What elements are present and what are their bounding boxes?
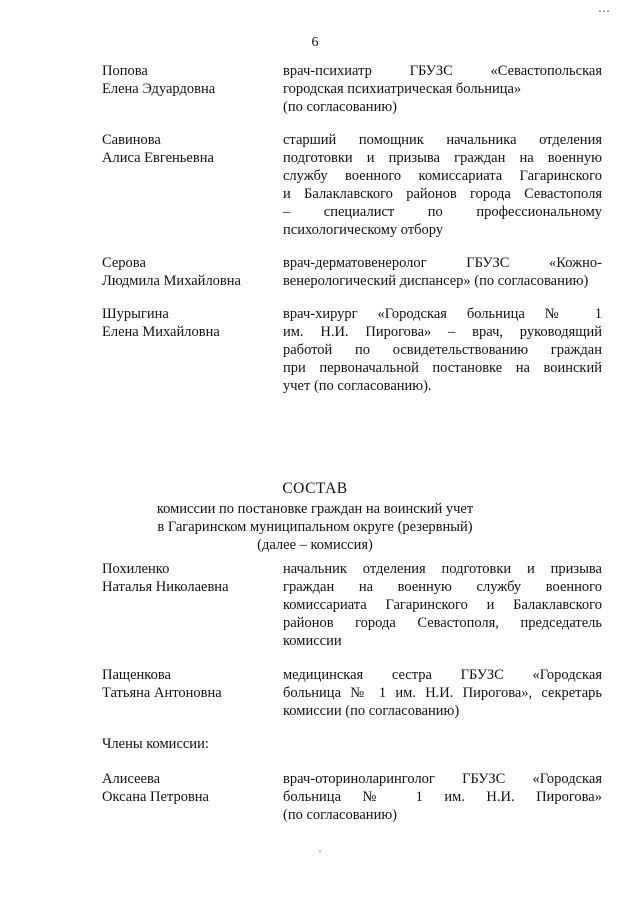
position-line: граждан на военную службу военного — [283, 579, 602, 595]
position-line: венерологический диспансер» (по согласованию) — [283, 273, 589, 289]
member-given-names: Наталья Николаевна — [102, 579, 229, 595]
member-surname: Похиленко — [102, 561, 170, 577]
position-line: – специалист по профессиональному — [283, 204, 602, 220]
member-name — [102, 666, 272, 702]
page-number: 6 — [311, 35, 319, 50]
position-line: им. Н.И. Пирогова» – врач, руководящий — [283, 324, 602, 340]
member-name — [102, 305, 272, 341]
scan-speck: · — [318, 844, 322, 858]
position-line: учет (по согласованию). — [283, 378, 432, 394]
position-line: старший помощник начальника отделения — [283, 132, 602, 148]
scan-speck: ⋯ — [598, 4, 610, 18]
member-position — [283, 560, 602, 650]
member-surname: Алисеева — [102, 771, 161, 787]
member-name — [102, 254, 272, 290]
member-position — [283, 131, 602, 239]
section-subtitle-line: комиссии по постановке граждан на воинский учет — [156, 501, 474, 517]
position-line: подготовки и призыва граждан на военную — [283, 150, 602, 166]
position-line: медицинская сестра ГБУЗС «Городская — [283, 667, 602, 683]
members-label: Члены комиссии: — [102, 736, 209, 752]
position-line: (по согласованию) — [283, 99, 397, 115]
position-line: комиссии — [283, 633, 342, 649]
position-line: врач-дерматовенеролог ГБУЗС «Кожно- — [283, 255, 602, 271]
position-line: врач-оториноларинголог ГБУЗС «Городская — [283, 771, 602, 787]
position-line: (по согласованию) — [283, 807, 397, 823]
member-name — [102, 62, 272, 98]
section-subtitle-line: в Гагаринском муниципальном округе (резервный) — [157, 519, 473, 535]
section-title — [0, 480, 630, 554]
position-line: службу военного комиссариата Гагаринского — [283, 168, 602, 184]
position-line: психологическому отбору — [283, 222, 444, 238]
position-line: комиссии (по согласованию) — [283, 703, 460, 719]
position-line: при первоначальной постановке на воинский — [283, 360, 602, 376]
position-line: районов города Севастополя, председатель — [283, 615, 602, 631]
member-name — [102, 131, 272, 167]
member-given-names: Елена Михайловна — [102, 324, 220, 340]
position-line: больница № 1 им. Н.И. Пирогова» — [283, 789, 602, 805]
member-surname: Пащенкова — [102, 667, 171, 683]
position-line: начальник отделения подготовки и призыва — [283, 561, 602, 577]
position-line: и Балаклавского районов города Севастополя — [283, 186, 602, 202]
member-position — [283, 305, 602, 395]
position-line: городская психиатрическая больница» — [283, 81, 522, 97]
position-line: врач-психиатр ГБУЗС «Севастопольская — [283, 63, 602, 79]
member-surname: Шурыгина — [102, 306, 169, 322]
member-given-names: Елена Эдуардовна — [102, 81, 216, 97]
position-line: больница № 1 им. Н.И. Пирогова», секретарь — [283, 685, 602, 701]
section-heading: СОСТАВ — [282, 480, 348, 497]
member-surname: Серова — [102, 255, 146, 271]
member-position — [283, 62, 602, 116]
position-line: работой по освидетельствованию граждан — [283, 342, 602, 358]
member-position — [283, 770, 602, 824]
member-surname: Попова — [102, 63, 148, 79]
member-position — [283, 666, 602, 720]
member-given-names: Оксана Петровна — [102, 789, 209, 805]
position-line: врач-хирург «Городская больница № 1 — [283, 306, 602, 322]
position-line: комиссариата Гагаринского и Балаклавского — [283, 597, 602, 613]
section-subtitle-line: (далее – комиссия) — [257, 537, 373, 553]
member-name — [102, 560, 272, 596]
member-given-names: Татьяна Антоновна — [102, 685, 222, 701]
member-surname: Савинова — [102, 132, 161, 148]
member-name — [102, 770, 272, 806]
member-given-names: Людмила Михайловна — [102, 273, 241, 289]
member-position — [283, 254, 602, 290]
member-given-names: Алиса Евгеньевна — [102, 150, 214, 166]
